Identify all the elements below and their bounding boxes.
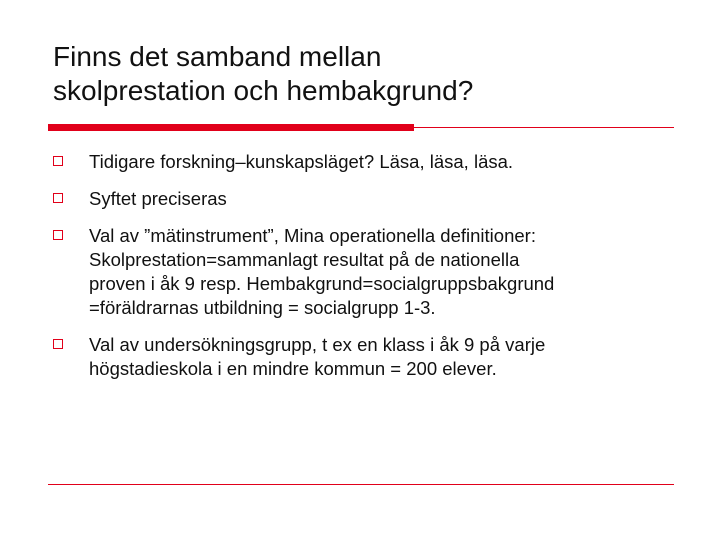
- title-divider-thin: [414, 127, 674, 128]
- bullet-text-line: proven i åk 9 resp. Hembakgrund=socialgruppsbakgrund: [89, 273, 555, 294]
- slide-title-line: skolprestation och hembakgrund?: [53, 75, 474, 106]
- bullet-item: [52, 187, 672, 211]
- title-divider-accent: [48, 124, 414, 131]
- bullet-item: [52, 333, 672, 381]
- slide-title: [53, 40, 693, 108]
- slide-title-line: Finns det samband mellan: [53, 41, 382, 72]
- bullet-text-line: Tidigare forskning–kunskapsläget? Läsa, läsa, läsa.: [89, 151, 514, 172]
- bullet-text-line: Val av ”mätinstrument”, Mina operationella definitioner:: [89, 225, 536, 246]
- hollow-square-bullet-icon: [53, 230, 63, 240]
- title-divider: [48, 124, 674, 132]
- bullet-text-line: Val av undersökningsgrupp, t ex en klass i åk 9 på varje: [89, 334, 546, 355]
- hollow-square-bullet-icon: [53, 339, 63, 349]
- bullet-text-line: Skolprestation=sammanlagt resultat på de nationella: [89, 249, 520, 270]
- bottom-divider: [48, 484, 674, 485]
- bullet-text-line: högstadieskola i en mindre kommun = 200 elever.: [89, 358, 497, 379]
- bullet-list: [52, 150, 672, 394]
- hollow-square-bullet-icon: [53, 156, 63, 166]
- bullet-text-line: =föräldrarnas utbildning = socialgrupp 1-3.: [89, 297, 436, 318]
- hollow-square-bullet-icon: [53, 193, 63, 203]
- bullet-text-line: Syftet preciseras: [89, 188, 227, 209]
- bullet-item: [52, 150, 672, 174]
- bullet-item: [52, 224, 672, 320]
